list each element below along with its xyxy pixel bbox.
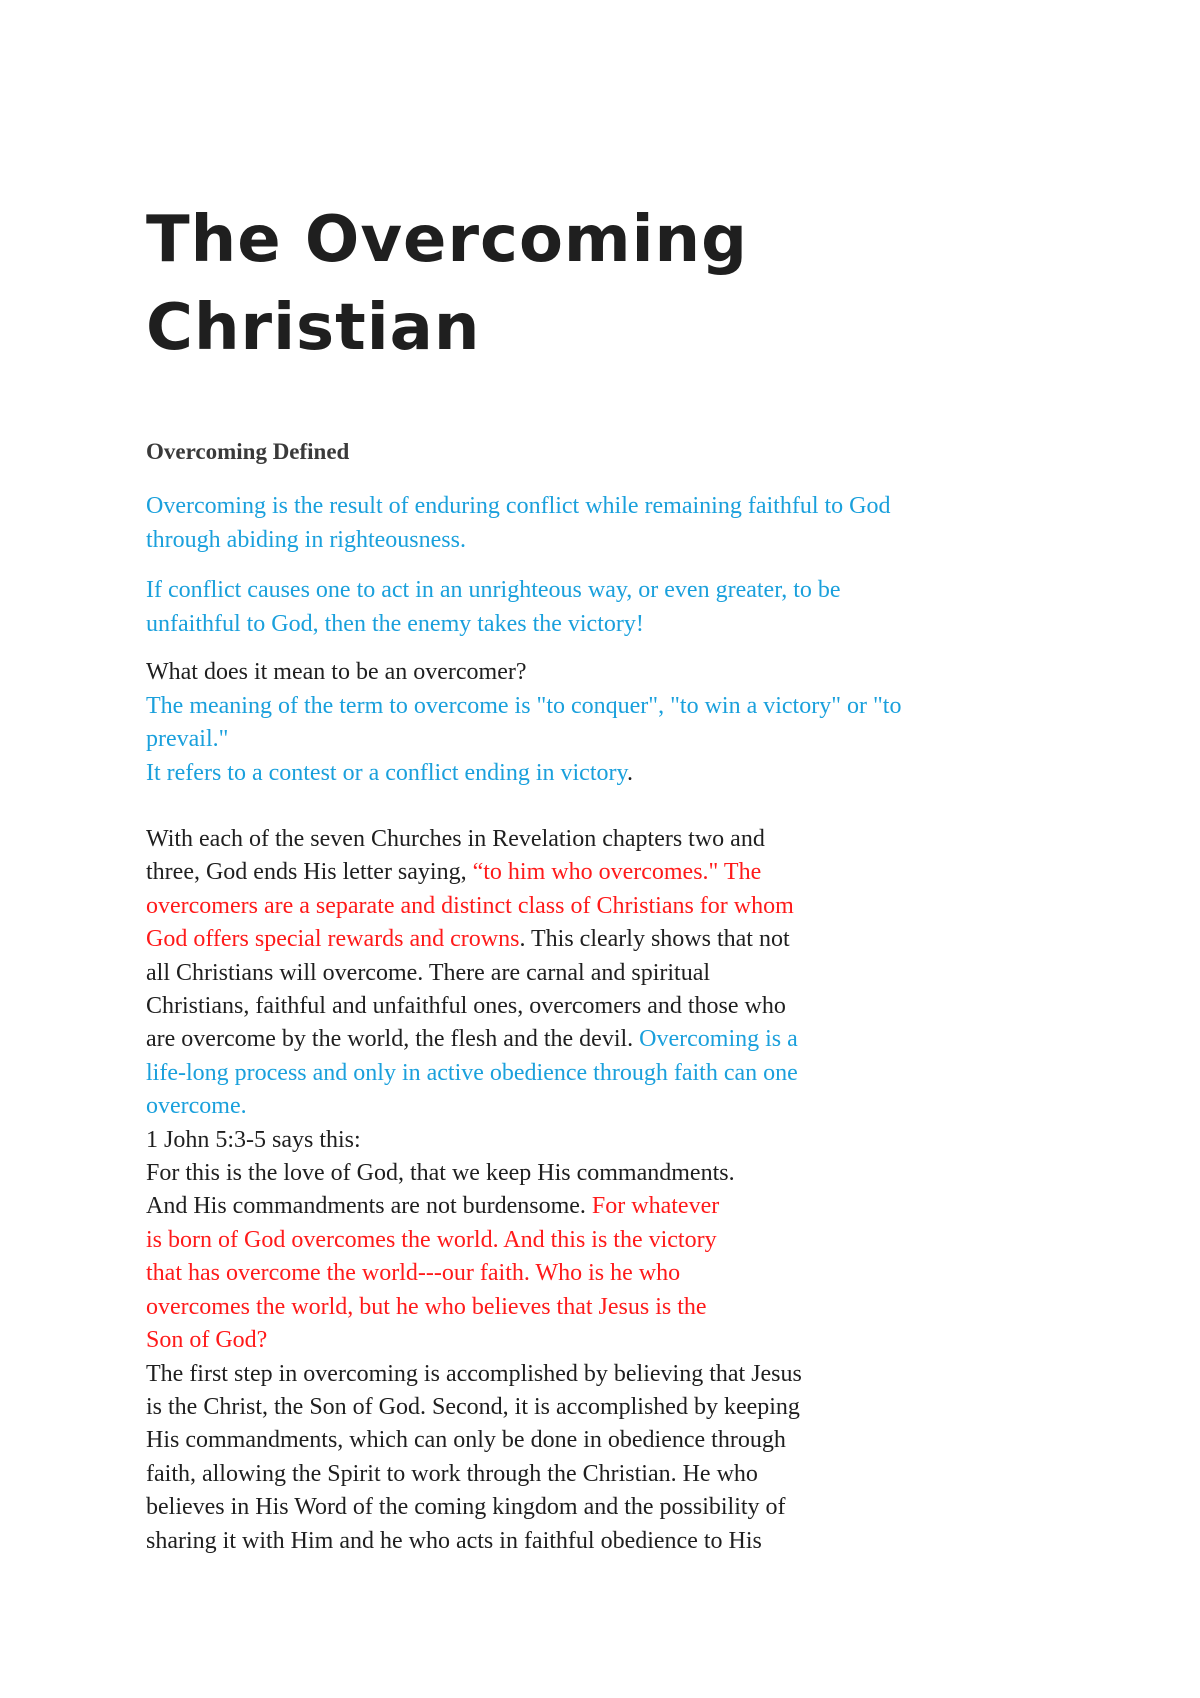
text-line: overcomes the world, but he who believes that Jesus is the	[146, 1293, 707, 1320]
meaning-paragraph	[146, 656, 1096, 790]
verse-reference: 1 John 5:3-5 says this:	[146, 1126, 361, 1153]
text-span: are overcome by the world, the flesh and the devil.	[146, 1026, 640, 1053]
text-line: Overcoming is the result of enduring conflict while remaining faithful to God	[146, 493, 891, 519]
text-line	[146, 856, 936, 889]
text-line: is the Christ, the Son of God. Second, it is accomplished by keeping	[146, 1393, 800, 1420]
text-span: God offers special rewards and crowns	[146, 926, 520, 953]
definition-paragraph	[146, 489, 1096, 557]
text-line	[146, 923, 936, 956]
text-span: And His commandments are not burdensome.	[146, 1193, 592, 1220]
text-line: all Christians will overcome. There are carnal and spiritual	[146, 959, 711, 986]
section-heading: Overcoming Defined	[146, 439, 350, 464]
text-line: faith, allowing the Spirit to work through the Christian. He who	[146, 1460, 758, 1487]
text-line: sharing it with Him and he who acts in faithful obedience to His	[146, 1527, 762, 1554]
text-line: His commandments, which can only be done in obedience through	[146, 1427, 786, 1454]
question-line: What does it mean to be an overcomer?	[146, 659, 527, 685]
conflict-paragraph	[146, 573, 1096, 641]
page-title	[146, 196, 1106, 372]
text-span: .	[626, 759, 633, 786]
main-body	[146, 823, 936, 1558]
text-line: unfaithful to God, then the enemy takes the victory!	[146, 611, 644, 637]
text-span: “to him who overcomes." The	[472, 859, 762, 886]
text-line: Son of God?	[146, 1327, 268, 1354]
title-line: The Overcoming	[146, 203, 748, 277]
text-span: three, God ends His letter saying,	[146, 859, 473, 886]
text-line: through abiding in righteousness.	[146, 527, 466, 553]
text-line	[146, 1023, 936, 1056]
text-line: believes in His Word of the coming kingdom and the possibility of	[146, 1494, 786, 1521]
text-line: that has overcome the world---our faith. Who is he who	[146, 1260, 681, 1287]
text-line: overcomers are a separate and distinct class of Christians for whom	[146, 892, 794, 919]
text-line: The first step in overcoming is accomplished by believing that Jesus	[146, 1360, 802, 1387]
text-span: For whatever	[591, 1193, 720, 1220]
text-line: overcome.	[146, 1093, 247, 1120]
text-line	[146, 1190, 936, 1223]
text-line: The meaning of the term to overcome is "to conquer", "to win a victory" or "to	[146, 692, 902, 719]
title-line: Christian	[146, 291, 481, 365]
text-span: It refers to a contest or a conflict ending in victory	[146, 759, 627, 786]
text-line: is born of God overcomes the world. And this is the victory	[146, 1226, 717, 1253]
text-line	[146, 757, 1096, 791]
text-line: If conflict causes one to act in an unrighteous way, or even greater, to be	[146, 577, 841, 603]
text-line: Christians, faithful and unfaithful ones, overcomers and those who	[146, 993, 786, 1020]
text-span: . This clearly shows that not	[519, 926, 790, 953]
text-span: Overcoming is a	[639, 1026, 798, 1053]
text-line: life-long process and only in active obedience through faith can one	[146, 1059, 798, 1086]
text-line: With each of the seven Churches in Revelation chapters two and	[146, 826, 765, 852]
text-line: For this is the love of God, that we keep His commandments.	[146, 1160, 735, 1187]
text-line: prevail."	[146, 726, 229, 752]
